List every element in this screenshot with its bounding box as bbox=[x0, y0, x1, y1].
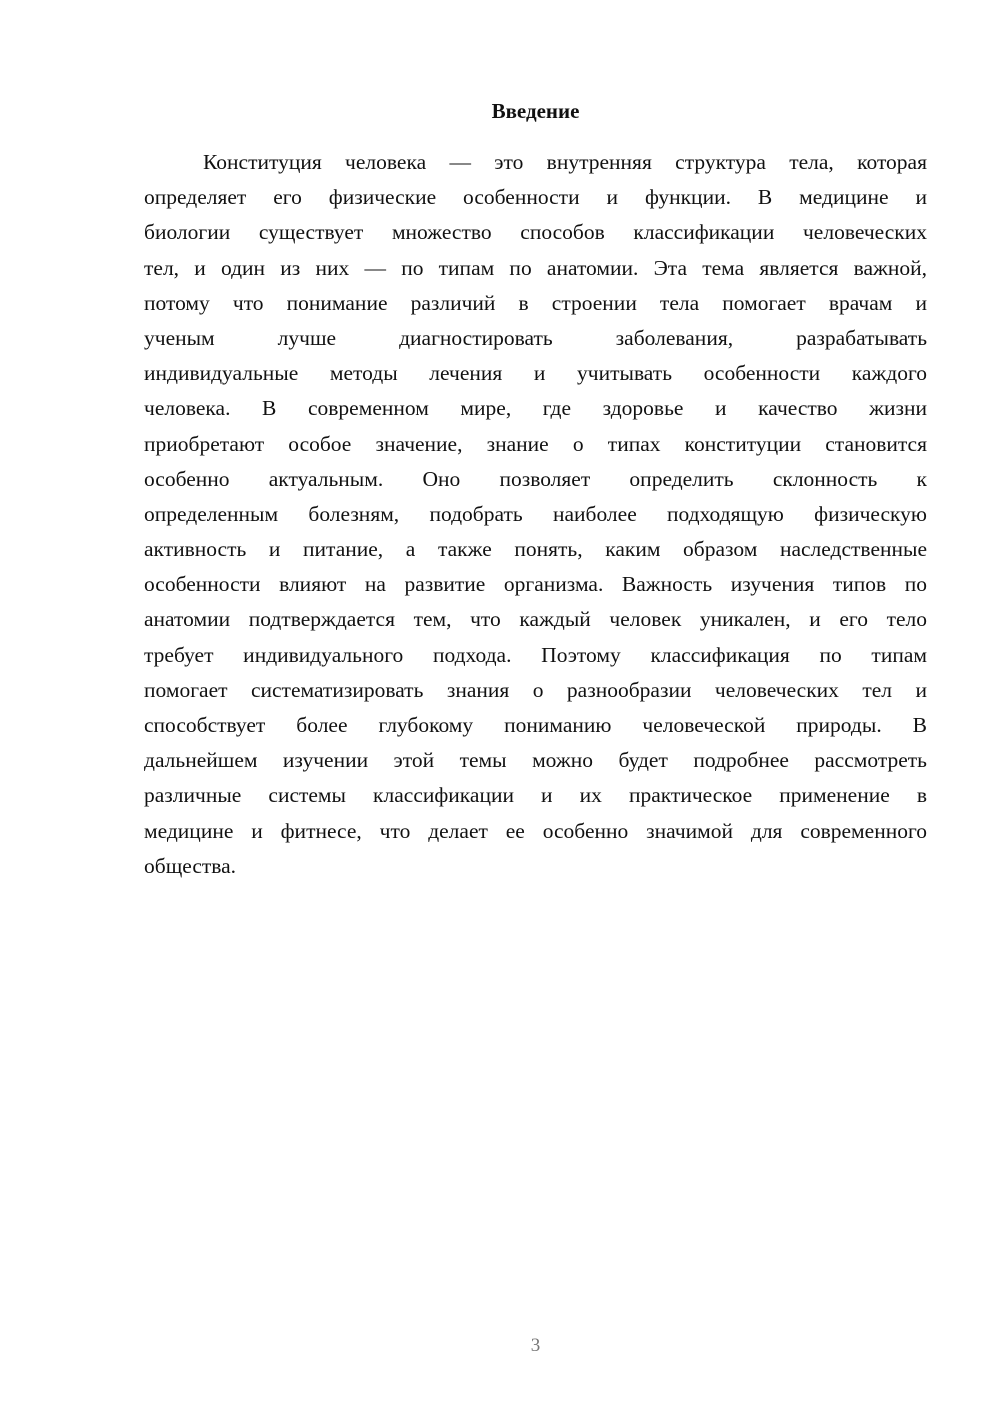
paragraph-line: потому что понимание различий в строении тела помогает врачам и bbox=[144, 290, 927, 315]
paragraph-line: определенным болезням, подобрать наиболее подходящую физическую bbox=[144, 501, 927, 526]
paragraph-line: особенно актуальным. Оно позволяет определить склонность к bbox=[144, 466, 927, 491]
paragraph-line: ученым лучше диагностировать заболевания, разрабатывать bbox=[144, 325, 927, 350]
paragraph-line: различные системы классификации и их практическое применение в bbox=[144, 783, 927, 808]
page-number: 3 bbox=[530, 1335, 541, 1356]
paragraph-line: требует индивидуального подхода. Поэтому классификация по типам bbox=[144, 642, 927, 667]
paragraph-line: биологии существует множество способов классификации человеческих bbox=[144, 220, 927, 245]
intro-paragraph bbox=[144, 145, 927, 884]
paragraph-line: человека. В современном мире, где здоровье и качество жизни bbox=[144, 396, 927, 421]
paragraph-line: общества. bbox=[144, 853, 237, 878]
paragraph-line: помогает систематизировать знания о разнообразии человеческих тел и bbox=[144, 677, 927, 702]
paragraph-line: медицине и фитнесе, что делает ее особенно значимой для современного bbox=[144, 818, 927, 843]
paragraph-line: приобретают особое значение, знание о типах конституции становится bbox=[144, 431, 927, 456]
paragraph-line: индивидуальные методы лечения и учитывать особенности каждого bbox=[144, 361, 927, 386]
paragraph-line: активность и питание, а также понять, каким образом наследственные bbox=[144, 537, 927, 562]
paragraph-line: анатомии подтверждается тем, что каждый человек уникален, и его тело bbox=[144, 607, 927, 632]
paragraph-line: Конституция человека — это внутренняя структура тела, которая bbox=[203, 150, 927, 174]
section-title: Введение bbox=[491, 99, 580, 123]
paragraph-line: особенности влияют на развитие организма. Важность изучения типов по bbox=[144, 572, 927, 597]
paragraph-line: тел, и один из них — по типам по анатомии. Эта тема является важной, bbox=[144, 255, 927, 280]
paragraph-line: дальнейшем изучении этой темы можно будет подробнее рассмотреть bbox=[144, 748, 927, 773]
paragraph-line: определяет его физические особенности и функции. В медицине и bbox=[144, 185, 927, 210]
paragraph-line: способствует более глубокому пониманию человеческой природы. В bbox=[144, 713, 927, 737]
